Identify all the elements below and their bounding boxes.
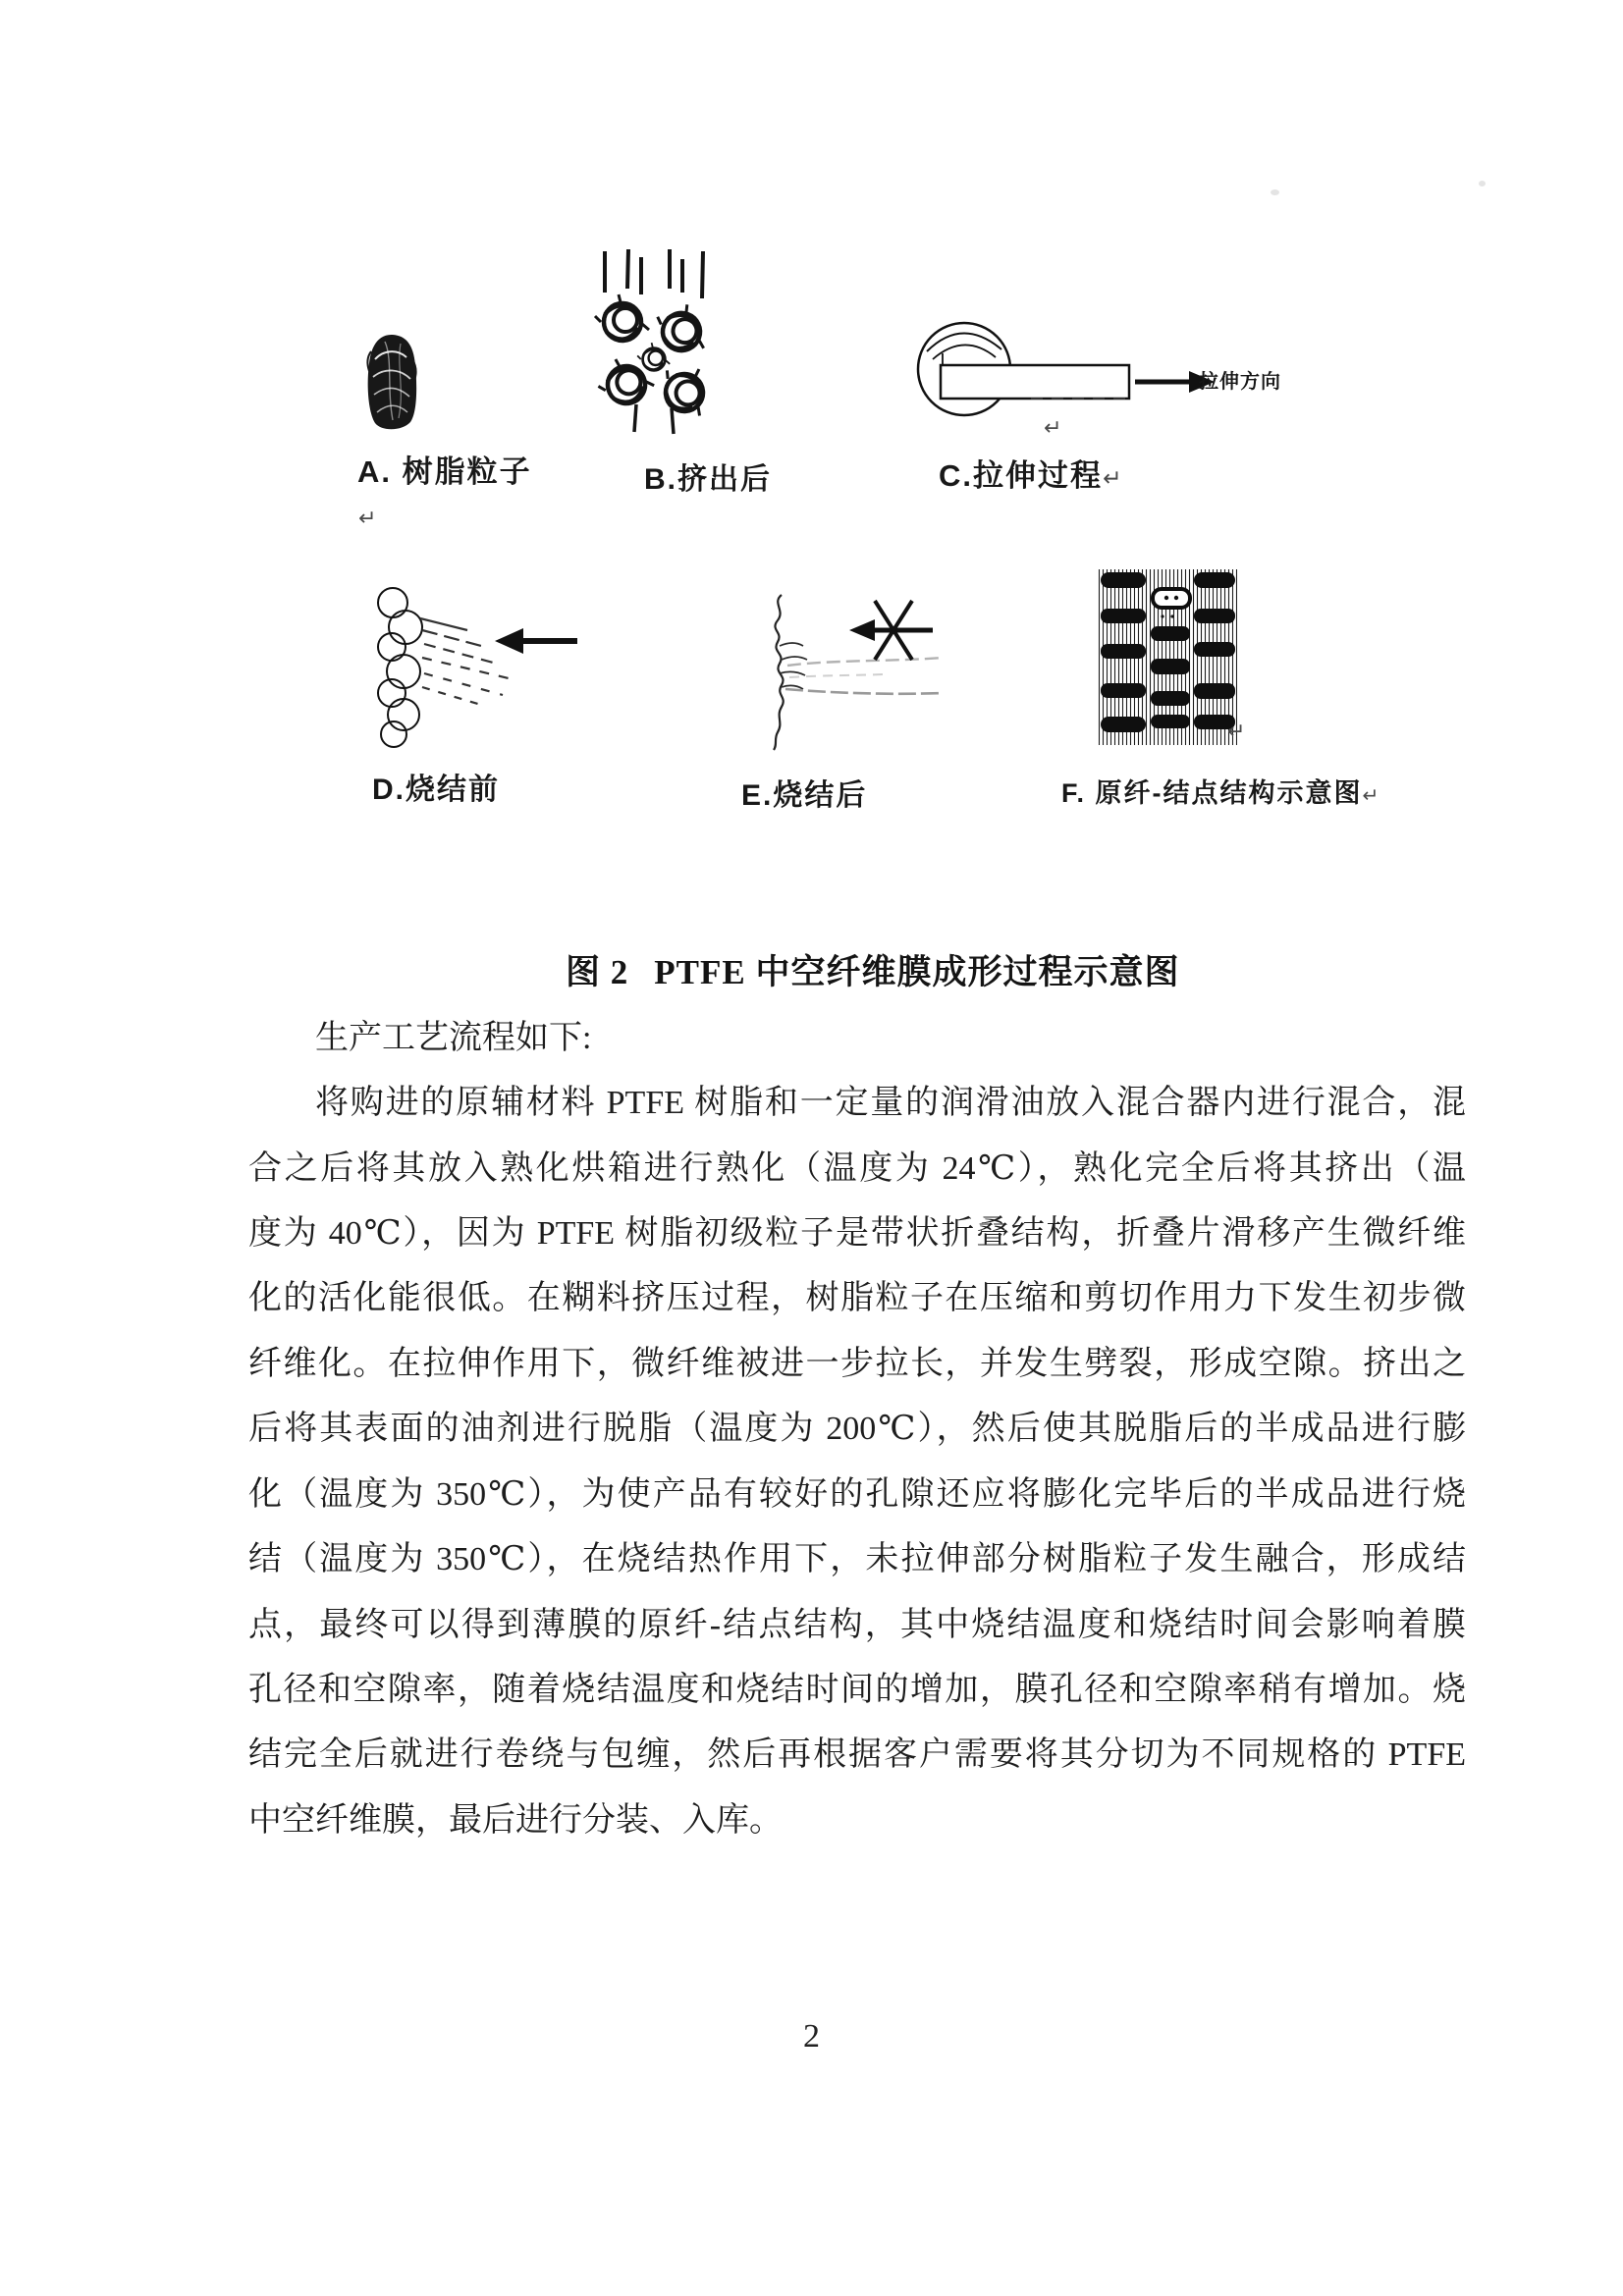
body-line: 中空纤维膜，最后进行分装、入库。	[248, 1802, 783, 1839]
panel-d-label: D.烧结前	[372, 774, 500, 806]
panel-e-label: E.烧结后	[741, 779, 868, 812]
panel-c-label-text: C.拉伸过程	[939, 458, 1103, 493]
paragraph-mark: ↵	[358, 507, 377, 531]
panel-a-resin-particle-drawing	[363, 330, 420, 434]
body-line: 化的活化能很低。在糊料挤压过程，树脂粒子在压缩和剪切作用力下发生初步微	[248, 1280, 1466, 1316]
body-line: 孔径和空隙率，随着烧结温度和烧结时间的增加，膜孔径和空隙率稍有增加。烧	[248, 1672, 1466, 1708]
stretch-direction-label: 拉伸方向	[1199, 371, 1281, 393]
paragraph-mark: ↵	[1044, 416, 1062, 441]
figure-caption-number: 图 2	[566, 953, 629, 991]
body-line: 点，最终可以得到薄膜的原纤-结点结构，其中烧结温度和烧结时间会影响着膜	[248, 1607, 1466, 1643]
scan-artifact	[1479, 181, 1486, 187]
panel-a-label: A. 树脂粒子	[357, 454, 532, 489]
body-line: 结完全后就进行卷绕与包缠，然后再根据客户需要将其分切为不同规格的 PTFE	[248, 1736, 1466, 1773]
panel-c-label	[939, 451, 1123, 495]
body-line: 化（温度为 350℃），为使产品有较好的孔隙还应将膨化完毕后的半成品进行烧	[248, 1476, 1466, 1513]
body-line: 度为 40℃），因为 PTFE 树脂初级粒子是带状折叠结构，折叠片滑移产生微纤维	[248, 1215, 1466, 1252]
page-number: 2	[803, 2018, 820, 2055]
figure-caption	[566, 945, 1179, 994]
panel-b-after-extrusion-drawing	[585, 249, 719, 438]
panel-d-before-sintering-drawing	[365, 585, 586, 752]
panel-f-label-text: F. 原纤-结点结构示意图	[1061, 778, 1363, 808]
panel-b-label: B.挤出后	[644, 463, 772, 496]
body-line: 结（温度为 350℃），在烧结热作用下，未拉伸部分树脂粒子发生融合，形成结	[248, 1541, 1466, 1577]
paragraph-mark: ↵	[1227, 720, 1246, 744]
body-line: 生产工艺流程如下:	[315, 1020, 592, 1056]
body-line: 合之后将其放入熟化烘箱进行熟化（温度为 24℃），熟化完全后将其挤出（温	[248, 1150, 1466, 1187]
panel-f-label	[1061, 772, 1380, 810]
figure-caption-title: PTFE 中空纤维膜成形过程示意图	[654, 953, 1180, 991]
paragraph-mark: ↵	[1103, 465, 1124, 492]
panel-c-stretching-drawing	[913, 310, 1217, 420]
paragraph-mark: ↵	[1362, 783, 1381, 807]
body-line: 后将其表面的油剂进行脱脂（温度为 200℃），然后使其脱脂后的半成品进行膨	[248, 1411, 1466, 1447]
scan-artifact	[1271, 189, 1279, 195]
body-line: 纤维化。在拉伸作用下，微纤维被进一步拉长，并发生劈裂，形成空隙。挤出之	[248, 1346, 1466, 1382]
body-line: 将购进的原辅材料 PTFE 树脂和一定量的润滑油放入混合器内进行混合，混	[315, 1085, 1466, 1121]
panel-e-after-sintering-drawing	[734, 589, 950, 756]
panel-f-fibril-node-structure-drawing	[1098, 567, 1237, 749]
